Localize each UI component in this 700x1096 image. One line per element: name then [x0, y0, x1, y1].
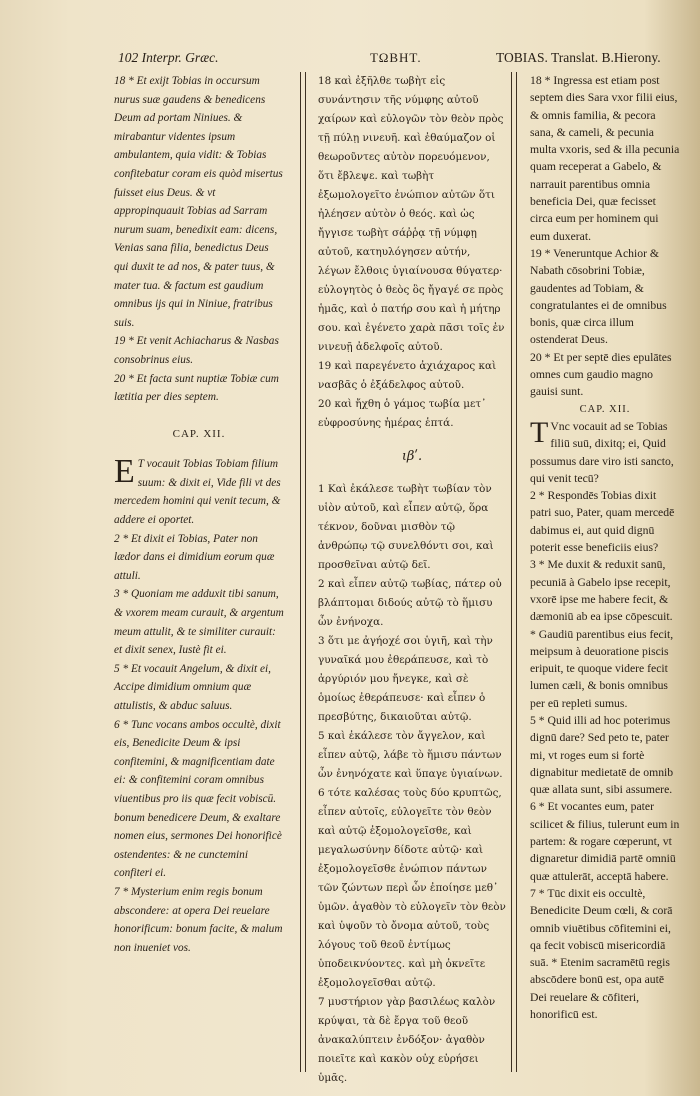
vulgate-verse: 5 * Quid illi ad hoc poterimus dignū dare? Sed peto te, pater mi, vt roges eum si fortè dignabitur medietatē de omnib quæ allata sunt, sibi assumere.	[530, 713, 674, 797]
chapter-heading: CAP. XII.	[172, 427, 226, 440]
latin-interp-verse: 18 * Et exijt Tobias in occursum nurus suæ gaudens & benedicens Deum ad portam Niniues. & mirabantur videntes ipsum ambulantem, quia vidit: & Tobias confitebatur coram eis quòd misertus fuisset eius Deus. & vt appropinquauit Tobias ad Sarram nurum suam, benedixit eam: dicens, Venias sana filia, benedictus Deus qui duxit te ad nos, & pater tuus, & mater tua. & factum est gaudium omnibus ijs qui in Niniue, fratribus suis.	[114, 75, 283, 329]
vulgate-verse: 18 * Ingressa est etiam post septem dies Sara vxor filii eius, & omnis familia, & pecora sana, & cameli, & pecunia multa vxoris, sed & illa pecunia quam receperat a Gabelo, & narrauit parentibus omnia beneficia Dei, quæ fecisset circa eum per hominem qui eum duxerat.	[530, 74, 680, 243]
greek-verse: 7 μυστήριον γὰρ βασιλέως καλὸν κρύψαι, τὰ δὲ ἔργα τοῦ θεοῦ ἀνακαλύπτειν ἐνδόξον· ἀγαθὸν ποιεῖτε καὶ κακὸν οὐχ εὑρήσει ὑμᾶς.	[318, 996, 496, 1084]
latin-interp-verse: 3 * Quoniam me adduxit tibi sanum, & vxorem meam curauit, & argentum meum attulit, & te similiter curauit: et dixit senex, Iustè fit ei.	[114, 588, 284, 657]
latin-vulgate-column	[530, 72, 680, 1023]
greek-verse: 6 τότε καλέσας τοὺς δύο κρυπτῶς, εἶπεν αὐτοῖς, εὐλογεῖτε τὸν θεὸν καὶ αὐτῷ ἐξομολογεῖσθε, καὶ μεγαλωσύνην δίδοτε αὐτῷ· καὶ ἐξομολογεῖσθε ἐνώπιον πάντων τῶν ζώντων περὶ ὧν ἐποίησε μεθ᾽ ὑμῶν. ἀγαθὸν τὸ εὐλογεῖν τὸν θεὸν καὶ ὑψοῦν τὸ ὄνομα αὐτοῦ, τοὺς λόγους τοῦ θεοῦ ἐντίμως ὑποδεικνύοντες. καὶ μὴ ὀκνεῖτε ἐξομολογεῖσθαι αὐτῷ.	[318, 787, 506, 989]
latin-interp-verse: 7 * Mysterium enim regis bonum abscondere: at opera Dei reuelare honorificum: bonum facite, & malum non inueniet vos.	[114, 885, 283, 954]
vulgate-verse: 19 * Veneruntque Achior & Nabath cōsobrini Tobiæ, gaudentes ad Tobiam, & congratulantes ei de omnibus bonis, quæ circa illum ostenderat Deus.	[530, 246, 667, 347]
latin-interp-verse: T vocauit Tobias Tobiam filium suum: & dixit ei, Vide fili vt des mercedem homini qui venit tecum, & addere ei oportet.	[114, 458, 281, 527]
running-head-left: 102 Interpr. Græc.	[118, 50, 219, 65]
column-rule-right-inner	[516, 72, 517, 1072]
greek-verse: 18 καὶ ἐξῆλθε τωβὴτ εἰς συνάντησιν τῆς νύμφης αὐτοῦ χαίρων καὶ εὐλογῶν τὸν θεὸν πρὸς τῇ πύλῃ νινευῆ. καὶ ἐθαύμαζον οἱ θεωροῦντες αὐτὸν πορευόμενον, ὅτι ἔβλεψε. καὶ τωβὴτ ἐξωμολογεῖτο ἐνώπιον αὐτῶν ὅτι ἠλέησεν αὐτὸν ὁ θεός. καὶ ὡς ἤγγισε τωβὴτ σάῤῥᾳ τῇ νύμφῃ αὐτοῦ, κατηυλόγησεν αὐτήν, λέγων ἔλθοις ὑγιαίνουσα θύγατερ· εὐλογητὸς ὁ θεὸς ὃς ἤγαγέ σε πρὸς ἡμᾶς, καὶ ὁ πατήρ σου καὶ ἡ μήτηρ σου. καὶ ἐγένετο χαρὰ πᾶσι τοῖς ἐν νινευῇ ἀδελφοῖς αὐτοῦ.	[318, 75, 505, 353]
greek-column	[318, 72, 506, 1088]
running-head-right: TOBIAS. Translat. B.Hierony.	[496, 50, 661, 65]
greek-verse: 2 καὶ εἶπεν αὐτῷ τωβίας, πάτερ οὐ βλάπτομαι διδούς αὐτῷ τὸ ἥμισυ ὧν ἐνήνοχα.	[318, 578, 502, 628]
latin-interp-verse: 20 * Et facta sunt nuptiæ Tobiæ cum lætitia per dies septem.	[114, 372, 279, 404]
latin-interp-verse: 6 * Tunc vocans ambos occultè, dixit eis, Benedicite Deum & ipsi confitemini, & magnificentiam date ei: & confitemini coram omnibus viuentibus pro iis quæ fecit vobiscū. bonum benedicere Deum, & exaltare nomen eius, sermones Dei honorificè ostendentes: & ne cunctemini confiteri ei.	[114, 718, 282, 880]
vulgate-verse: Vnc vocauit ad se Tobias filiū suū, dixitq; ei, Quid possumus dare viro isti sancto, qui venit tecū?	[530, 419, 674, 485]
column-rule-left-inner	[305, 72, 306, 1072]
latin-interp-verse: 2 * Et dixit ei Tobias, Pater non lædor dans ei dimidium eorum quæ attuli.	[114, 532, 275, 582]
greek-verse: 1 Καὶ ἐκάλεσε τωβὴτ τωβίαν τὸν υἱὸν αὐτοῦ, καὶ εἶπεν αὐτῷ, ὅρα τέκνον, δοῦναι μισθὸν τῷ ἀνθρώπῳ τῷ συνελθόντι σοι, καὶ προσθεῖναι αὐτῷ δεῖ.	[318, 483, 494, 571]
greek-verse: 5 καὶ ἐκάλεσε τὸν ἄγγελον, καὶ εἶπεν αὐτῷ, λάβε τὸ ἥμισυ πάντων ὧν ἐνηνόχατε καὶ ὕπαγε ὑγιαίνων.	[318, 730, 503, 780]
column-rule-left	[300, 72, 301, 1072]
vulgate-verse: 20 * Et per septē dies epulātes omnes cum gaudio magno gauisi sunt.	[530, 350, 672, 399]
chapter-heading: CAP. XII.	[579, 403, 631, 415]
vulgate-verse: 2 * Respondēs Tobias dixit patri suo, Pater, quam mercedē dabimus ei, aut quid dignū poterit esse beneficiis eius?	[530, 489, 675, 555]
drop-cap: E	[114, 453, 135, 491]
latin-interp-verse: 19 * Et venit Achiacharus & Nasbas consobrinus eius.	[114, 335, 279, 366]
latin-interpretation-column	[114, 72, 284, 957]
greek-verse: 3 ὅτι με ἀγήοχέ σοι ὑγιῆ, καὶ τὴν γυναῖκά μου ἐθεράπευσε, καὶ τὸ ἀργύριόν μου ἤνεγκε, καὶ σὲ ὁμοίως ἐθεράπευσε· καὶ εἶπεν ὁ πρεσβύτης, δικαιοῦται αὐτῷ.	[318, 635, 493, 723]
greek-verse: 20 καὶ ἤχθη ὁ γάμος τωβία μετ᾽ εὐφροσύνης ἡμέρας ἑπτά.	[318, 398, 487, 429]
vulgate-verse: 6 * Et vocantes eum, pater scilicet & filius, tulerunt eum in partem: & rogare cœperunt, vt dignaretur dimidiā partē omniū quæ attulerāt, acceptā habere.	[530, 800, 680, 883]
column-rule-right	[511, 72, 512, 1072]
latin-interp-verse: 5 * Et vocauit Angelum, & dixit ei, Accipe dimidium omnium quæ attulistis, & abduc saluus.	[114, 662, 271, 712]
running-head-center: ΤΩΒΗΤ.	[370, 50, 422, 65]
drop-cap: T	[530, 415, 549, 449]
greek-verse: 19 καὶ παρεγένετο ἀχιάχαρος καὶ νασβᾶς ὁ ἐξάδελφος αὐτοῦ.	[318, 360, 497, 391]
vulgate-verse: 7 * Tūc dixit eis occultè, Benedicite Deum cœli, & corā omnib viuētibus cōfitemini ei, qa fecit vobiscū misericordiā suā. * Etenim sacramētū regis abscōdere bonū est, opa autē Dei reuelare & cōfiteri, honorificū est.	[530, 886, 673, 1022]
vulgate-verse: 3 * Me duxit & reduxit sanū, pecuniā à Gabelo ipse recepit, vxorē ipse me habere fecit, & dæmoniū ab ea ipse cōpescuit. * Gaudiū parentibus eius fecit, meipsum à deuoratione piscis eripuit, te quoque videre fecit lumen cæli, & bonis omnibus per eū repleti sumus.	[530, 558, 674, 710]
greek-chapter-numeral: ιβʹ.	[401, 449, 423, 464]
